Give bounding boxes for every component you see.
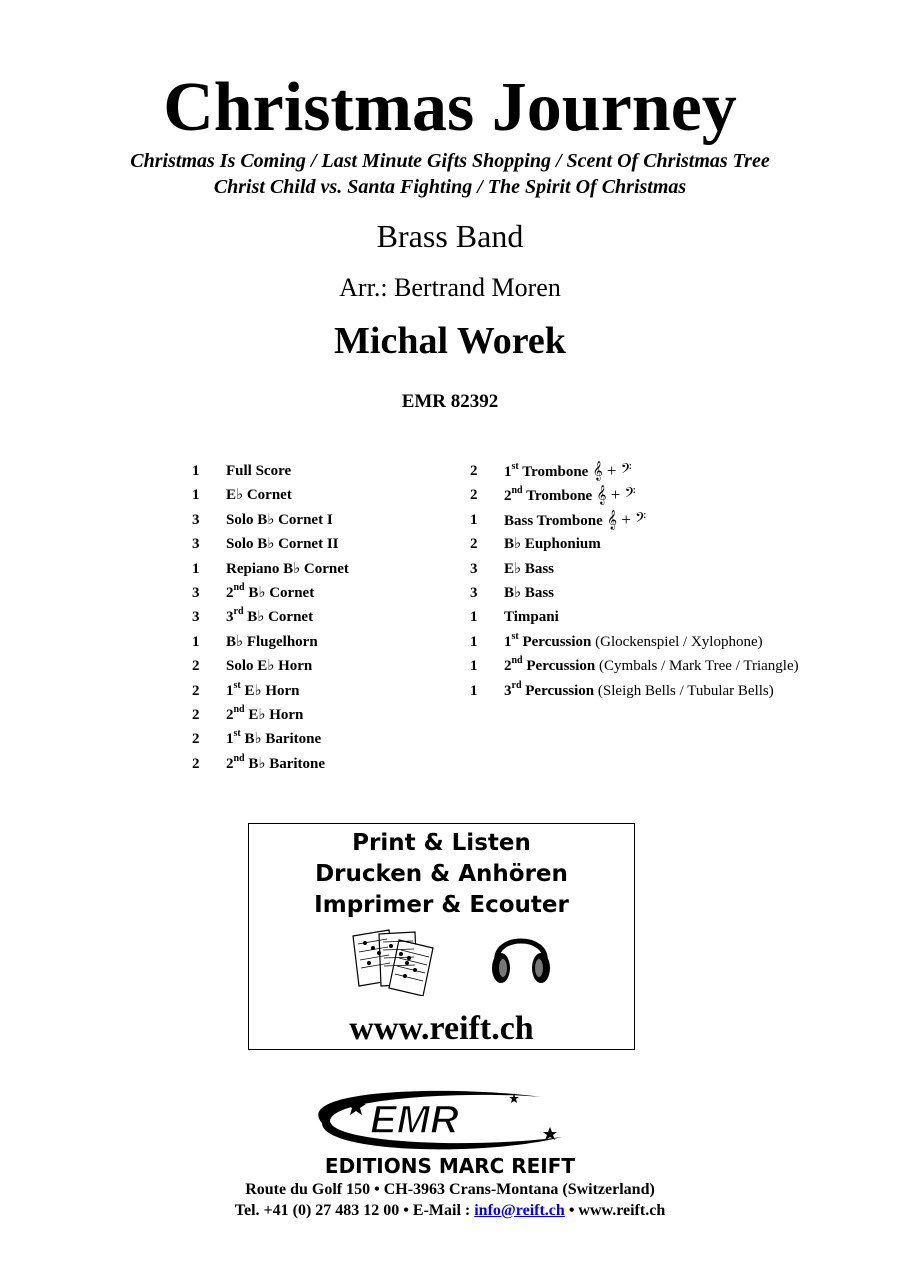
subtitle-line-2: Christ Child vs. Santa Fighting / The Spirit Of Christmas	[213, 176, 687, 198]
part-name	[504, 605, 559, 629]
part-name	[226, 459, 291, 483]
promo-url: www.reift.ch	[349, 1010, 534, 1047]
part-row	[470, 630, 890, 654]
part-quantity: 2	[192, 658, 200, 675]
promo-line-1: Print & Listen	[352, 830, 531, 856]
part-instruments-note: (Cymbals / Mark Tree / Triangle)	[595, 658, 799, 675]
part-title: Percussion	[521, 682, 595, 699]
part-name	[226, 703, 303, 727]
part-name	[504, 459, 632, 484]
part-quantity: 2	[470, 463, 478, 479]
part-row	[192, 459, 462, 483]
part-name	[226, 605, 313, 629]
part-name	[226, 630, 318, 654]
part-quantity: 1	[192, 487, 200, 504]
subtitle-line-1: Christmas Is Coming / Last Minute Gifts Shopping / Scent Of Christmas Tree	[130, 150, 770, 172]
part-title: Percussion	[522, 658, 596, 675]
part-quantity: 1	[470, 682, 478, 699]
part-name	[504, 483, 636, 508]
catalog-number: EMR 82392	[401, 391, 499, 412]
composer: Michal Worek	[334, 320, 566, 362]
promo-line-2: Drucken & Anhören	[315, 861, 568, 887]
part-row	[470, 679, 890, 703]
email-link[interactable]: info@reift.ch	[474, 1202, 565, 1219]
part-name	[504, 557, 554, 581]
part-title: B♭ Flugelhorn	[226, 633, 318, 650]
part-quantity: 3	[192, 536, 200, 553]
part-quantity: 3	[192, 511, 200, 528]
ensemble: Brass Band	[376, 218, 524, 254]
part-ordinal: 1	[226, 682, 234, 699]
part-title: E♭ Bass	[504, 560, 555, 577]
part-ordinal-suffix: st	[233, 728, 241, 740]
clef-icons: 𝄞 + 𝄢	[602, 509, 647, 529]
part-ordinal-suffix: st	[511, 630, 519, 642]
part-quantity: 2	[470, 536, 478, 553]
part-title: Solo B♭ Cornet I	[226, 511, 333, 528]
part-quantity: 2	[470, 487, 478, 504]
part-title: Trombone	[522, 488, 593, 505]
arranger: Arr.: Bertrand Moren	[339, 273, 561, 302]
part-title: Bass Trombone	[504, 512, 603, 529]
part-row	[470, 508, 890, 532]
part-quantity: 1	[470, 511, 478, 528]
part-title: Trombone	[518, 464, 589, 480]
part-title: B♭ Baritone	[240, 731, 322, 748]
part-ordinal: 1	[504, 464, 512, 480]
part-name	[504, 508, 646, 533]
part-instruments-note: (Glockenspiel / Xylophone)	[591, 633, 763, 650]
part-title: Solo B♭ Cornet II	[226, 536, 339, 553]
part-name	[226, 679, 299, 703]
part-quantity: 2	[192, 731, 200, 748]
clef-icons: 𝄞 + 𝄢	[588, 461, 632, 480]
part-title: B♭ Cornet	[243, 609, 314, 626]
part-quantity: 1	[470, 658, 478, 675]
part-title: Repiano B♭ Cornet	[226, 560, 349, 577]
part-quantity: 1	[192, 633, 200, 650]
part-quantity: 2	[192, 682, 200, 699]
part-ordinal-suffix: nd	[233, 703, 245, 715]
part-row	[192, 605, 462, 629]
contact-website: • www.reift.ch	[564, 1202, 666, 1219]
part-ordinal-suffix: nd	[233, 581, 245, 593]
contact-phone: Tel. +41 (0) 27 483 12 00 • E-Mail :	[234, 1202, 475, 1219]
part-ordinal-suffix: st	[233, 679, 241, 691]
part-title: Full Score	[226, 463, 292, 479]
publisher-contact	[0, 1201, 900, 1221]
part-quantity: 1	[470, 609, 478, 626]
part-name	[226, 532, 339, 556]
part-row	[470, 532, 890, 556]
part-quantity: 2	[192, 706, 200, 723]
part-name	[504, 679, 774, 703]
part-name	[226, 654, 312, 678]
part-ordinal: 2	[504, 488, 512, 505]
part-ordinal: 3	[504, 682, 512, 699]
clef-icons: 𝄞 + 𝄢	[592, 485, 636, 505]
promo-line-3: Imprimer & Ecouter	[314, 892, 569, 918]
part-ordinal: 1	[504, 633, 512, 650]
part-ordinal: 2	[504, 658, 512, 675]
part-title: E♭ Horn	[244, 706, 304, 723]
part-row	[192, 752, 462, 776]
publisher-address: Route du Golf 150 • CH-3963 Crans-Montana (Switzerland)	[245, 1181, 655, 1198]
part-row	[470, 581, 890, 605]
part-row	[192, 654, 462, 678]
part-ordinal-suffix: rd	[233, 606, 244, 618]
part-row	[470, 483, 890, 507]
part-title: B♭ Baritone	[244, 755, 326, 772]
part-quantity: 1	[192, 463, 200, 479]
part-name	[226, 508, 333, 532]
part-quantity: 1	[192, 560, 200, 577]
headphones-icon	[489, 922, 553, 988]
part-row	[192, 630, 462, 654]
part-row	[470, 557, 890, 581]
emr-logo	[252, 1087, 652, 1151]
part-ordinal-suffix: st	[511, 461, 519, 472]
part-ordinal-suffix: nd	[233, 752, 245, 764]
part-row	[192, 532, 462, 556]
print-listen-box	[248, 823, 635, 1050]
part-quantity: 1	[470, 633, 478, 650]
part-name	[226, 483, 292, 507]
part-row	[192, 679, 462, 703]
part-title: E♭ Horn	[240, 682, 300, 699]
part-row	[192, 508, 462, 532]
part-title: B♭ Bass	[504, 584, 555, 601]
part-title: Percussion	[518, 633, 592, 650]
part-name	[504, 581, 554, 605]
part-title: B♭ Euphonium	[504, 536, 601, 553]
part-row	[470, 459, 890, 483]
part-ordinal: 3	[226, 609, 234, 626]
part-name	[226, 581, 314, 605]
part-name	[226, 752, 325, 776]
part-quantity: 3	[470, 560, 478, 577]
part-row	[192, 703, 462, 727]
parts-list-left	[192, 459, 462, 776]
part-instruments-note: (Sleigh Bells / Tubular Bells)	[594, 682, 774, 699]
part-row	[192, 557, 462, 581]
part-ordinal: 1	[226, 731, 234, 748]
part-ordinal: 2	[226, 584, 234, 601]
part-name	[226, 557, 349, 581]
part-ordinal-suffix: nd	[511, 655, 523, 667]
title: Christmas Journey	[163, 69, 737, 146]
part-row	[192, 727, 462, 751]
sheet-music-icon	[349, 926, 437, 996]
part-quantity: 2	[192, 755, 200, 772]
part-name	[504, 532, 601, 556]
part-name	[226, 727, 321, 751]
publisher-name: EDITIONS MARC REIFT	[324, 1154, 576, 1178]
part-title: Timpani	[504, 609, 559, 626]
part-name	[504, 630, 763, 654]
part-row	[470, 605, 890, 629]
part-title: E♭ Cornet	[226, 487, 292, 504]
part-ordinal-suffix: nd	[511, 485, 523, 497]
logo-text: EMR	[370, 1098, 459, 1142]
part-row	[192, 483, 462, 507]
part-title: Solo E♭ Horn	[226, 658, 313, 675]
part-ordinal: 2	[226, 755, 234, 772]
part-ordinal-suffix: rd	[511, 679, 522, 691]
part-quantity: 3	[192, 609, 200, 626]
part-row	[470, 654, 890, 678]
parts-list-right	[470, 459, 890, 703]
part-ordinal: 2	[226, 706, 234, 723]
part-name	[504, 654, 799, 678]
part-quantity: 3	[470, 584, 478, 601]
part-quantity: 3	[192, 584, 200, 601]
part-title: B♭ Cornet	[244, 584, 315, 601]
part-row	[192, 581, 462, 605]
